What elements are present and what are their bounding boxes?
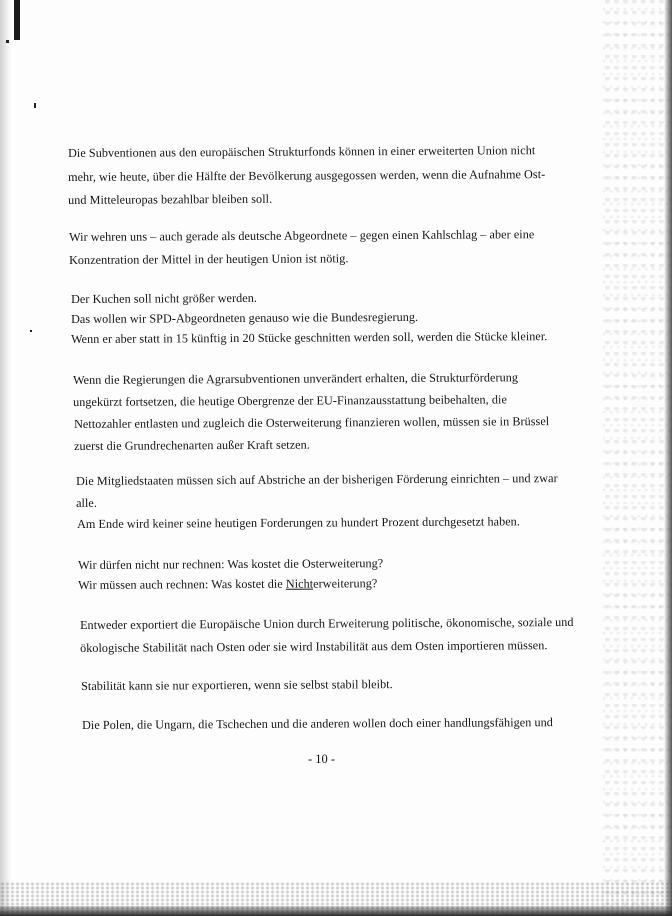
text-line: mehr, wie heute, über die Hälfte der Bevölkerung ausgegossen werden, wenn die Aufnahme Ost- <box>68 167 546 184</box>
scan-right-edge <box>664 0 672 916</box>
scan-binding-mark <box>14 0 20 40</box>
text-line: Wenn die Regierungen die Agrarsubventionen unverändert erhalten, die Strukturförderung <box>73 370 519 387</box>
text-line: Nettozahler entlasten und zugleich die Osterweiterung finanzieren wollen, müssen sie in Brüssel <box>74 414 550 431</box>
text-line: Die Subventionen aus den europäischen Strukturfonds können in einer erweiterten Union nicht <box>68 143 536 160</box>
text-line: Die Mitgliedstaaten müssen sich auf Abstriche an der bisherigen Förderung einrichten – und zwar <box>76 471 558 488</box>
scan-speck <box>6 40 9 43</box>
text-line: Der Kuchen soll nicht größer werden. <box>71 290 257 306</box>
text-line: ökologische Stabilität nach Osten oder sie wird Instabilität aus dem Osten importieren müssen. <box>80 638 548 655</box>
scan-speck <box>30 330 32 332</box>
text-line: Am Ende wird keiner seine heutigen Forderungen zu hundert Prozent durchgesetzt haben. <box>77 514 520 531</box>
text-line-underlined <box>78 576 377 593</box>
scan-speck <box>34 103 36 108</box>
scan-bottom-edge <box>0 906 672 916</box>
text-line: Die Polen, die Ungarn, die Tschechen und die anderen wollen doch einer handlungsfähigen und <box>82 715 553 732</box>
text-line: alle. <box>76 495 97 510</box>
text-line: Wir wehren uns – auch gerade als deutsche Abgeordnete – gegen einen Kahlschlag – aber eine <box>69 227 535 244</box>
text-line: und Mitteleuropas bezahlbar bleiben soll. <box>68 191 273 207</box>
text-line: zuerst die Grundrechenarten außer Kraft setzen. <box>74 437 310 453</box>
text-line: Konzentration der Mittel in der heutigen Union ist nötig. <box>69 251 349 267</box>
text-segment: Wir müssen auch rechnen: Was kostet die <box>78 576 286 592</box>
underlined-word: Nicht <box>285 576 314 591</box>
text-segment: erweiterung? <box>313 576 378 591</box>
text-line: Wir dürfen nicht nur rechnen: Was kostet die Osterweiterung? <box>78 556 384 572</box>
scan-right-noise <box>602 0 672 916</box>
scan-left-edge <box>0 0 12 916</box>
text-line: Entweder exportiert die Europäische Union durch Erweiterung politische, ökonomische, soziale und <box>80 614 574 632</box>
text-line: ungekürzt fortsetzen, die heutige Obergrenze der EU-Finanzausstattung beibehalten, die <box>73 392 507 409</box>
text-line: Stabilität kann sie nur exportieren, wenn sie selbst stabil bleibt. <box>81 677 393 693</box>
text-line: Wenn er aber statt in 15 künftig in 20 Stücke geschnitten werden soll, werden die Stücke kleiner. <box>71 329 548 346</box>
text-line: Das wollen wir SPD-Abgeordneten genauso wie die Bundesregierung. <box>71 309 419 326</box>
page-number: - 10 - <box>308 752 336 766</box>
